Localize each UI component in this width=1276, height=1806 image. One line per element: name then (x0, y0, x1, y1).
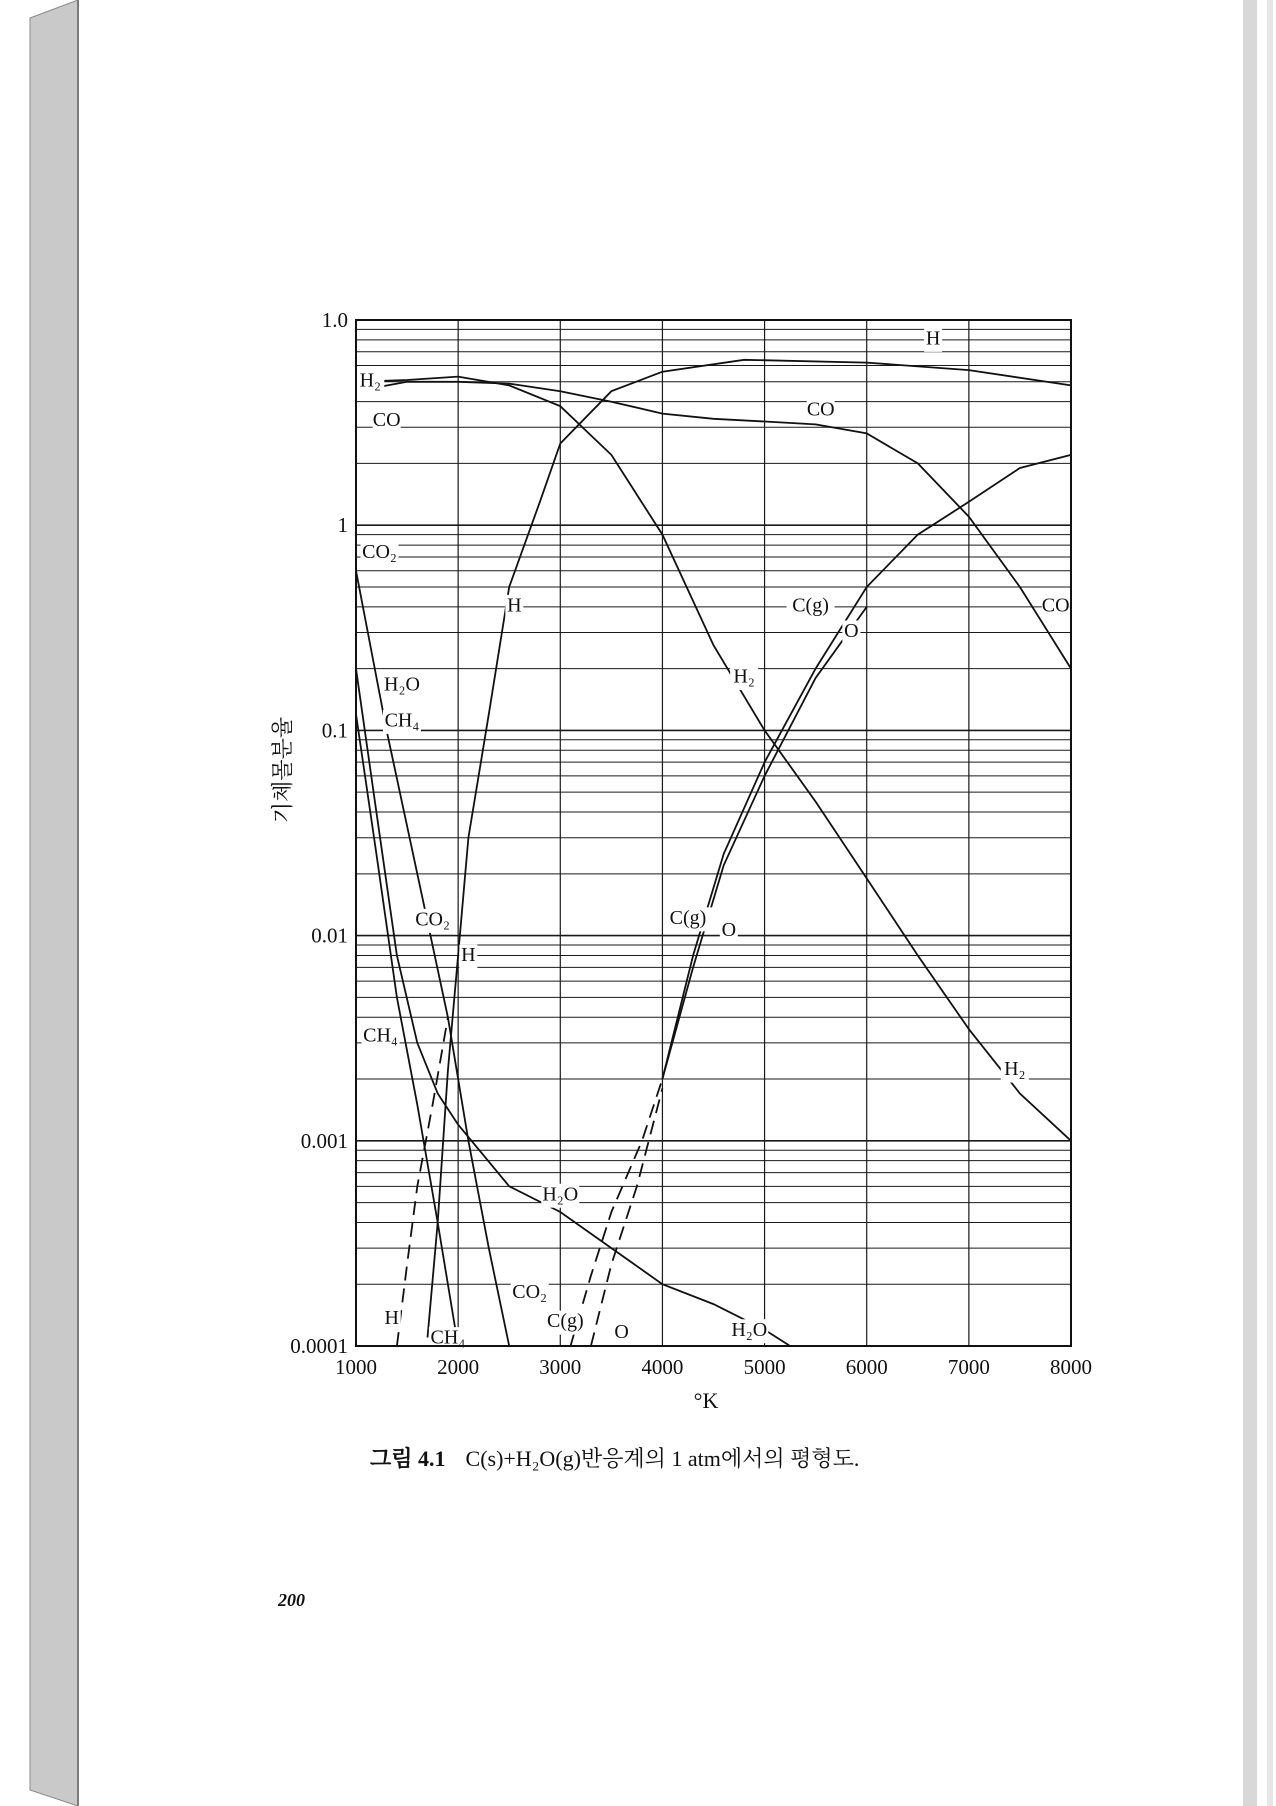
series-label: H₂O (731, 1318, 768, 1341)
x-tick-label: 6000 (845, 1355, 888, 1379)
y-tick-label: 1 (337, 513, 348, 538)
series-label: CO (806, 398, 835, 421)
series-label: H₂ (1004, 1058, 1026, 1081)
y-tick-label: 0.01 (311, 923, 348, 948)
series-label: H (461, 944, 476, 967)
series-label: H (384, 1306, 399, 1329)
plot-frame (356, 320, 1071, 1346)
x-axis-label: °K (693, 1388, 719, 1413)
series-label: H₂ (733, 665, 755, 688)
y-axis-label: 기체몰분율 (270, 716, 295, 824)
series-label: CO₂ (415, 908, 450, 931)
series-line-o-dashed (591, 1088, 663, 1346)
series-line-co2 (356, 571, 509, 1346)
y-tick-label: 0.1 (321, 718, 348, 743)
x-tick-label: 3000 (539, 1355, 582, 1379)
chart-grid (356, 320, 1071, 1346)
x-tick-label: 2000 (437, 1355, 480, 1379)
figure-caption (370, 1442, 859, 1473)
x-tick-label: 7000 (947, 1355, 990, 1379)
x-tick-label: 5000 (743, 1355, 786, 1379)
series-label: H₂O (384, 673, 420, 696)
page-number: 200 (278, 1590, 305, 1610)
series-label: H₂ (359, 369, 382, 392)
series-label: H₂O (542, 1183, 579, 1206)
series-label: O (614, 1321, 629, 1344)
series-label: CO (1041, 594, 1070, 617)
series-line-c-g-dashed (571, 1079, 663, 1346)
figure-caption-text: C(s)+H₂O(g)반응계의 1 atm에서의 평형도. (465, 1446, 860, 1471)
series-label: C(g) (792, 594, 829, 617)
series-label: H (507, 594, 522, 617)
y-tick-label: 1.0 (321, 308, 348, 332)
figure-number: 그림 4.1 (370, 1446, 446, 1471)
series-label: CO₂ (512, 1281, 548, 1304)
series-label: C(g) (669, 906, 707, 929)
series-label: CH₄ (430, 1326, 466, 1349)
y-tick-label: 0.001 (300, 1128, 348, 1153)
series-label: CO₂ (362, 540, 397, 563)
series-label: O (721, 918, 737, 941)
series-label: H (925, 327, 941, 350)
chart-series (356, 360, 1071, 1346)
series-line-h (428, 360, 1072, 1338)
series-label: C(g) (547, 1310, 584, 1333)
y-tick-label: 0.0001 (290, 1334, 348, 1358)
series-line-h2o (356, 669, 790, 1346)
x-tick-label: 8000 (1050, 1355, 1092, 1379)
series-label: CH₄ (363, 1024, 398, 1047)
x-tick-label: 1000 (335, 1355, 377, 1379)
chart-labels (356, 327, 1069, 1351)
series-label: CH₄ (384, 709, 420, 732)
x-tick-label: 4000 (641, 1355, 684, 1379)
series-label: O (844, 620, 859, 643)
series-line-h2 (356, 377, 1071, 1141)
series-label: CO (372, 409, 401, 432)
